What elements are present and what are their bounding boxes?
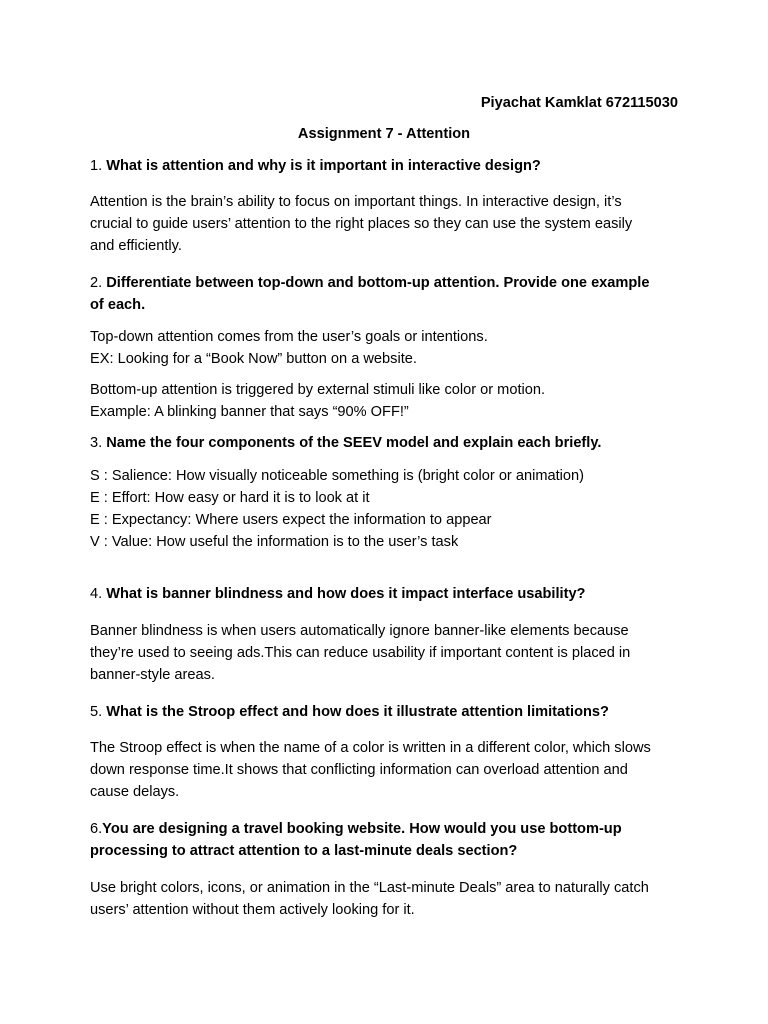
answer-2b	[90, 379, 680, 423]
question-6	[90, 818, 680, 862]
answer-3-line: E : Effort: How easy or hard it is to look at it	[90, 490, 370, 506]
answer-5	[90, 737, 680, 803]
answer-2b-line: Example: A blinking banner that says “90% OFF!”	[90, 404, 409, 420]
answer-2a-line: Top-down attention comes from the user’s goals or intentions.	[90, 329, 488, 345]
answer-4-line: Banner blindness is when users automatically ignore banner-like elements because	[90, 623, 629, 639]
page-title: Assignment 7 - Attention	[297, 126, 471, 142]
question-5-number: 5.	[90, 704, 103, 720]
answer-3-line: V : Value: How useful the information is to the user’s task	[90, 534, 459, 550]
answer-4	[90, 620, 680, 686]
question-6-text-cont: processing to attract attention to a last-minute deals section?	[90, 843, 518, 859]
answer-3-line: E : Expectancy: Where users expect the information to appear	[90, 512, 492, 528]
author-name: Piyachat Kamklat 672115030	[480, 95, 678, 111]
answer-5-line: cause delays.	[90, 784, 180, 800]
answer-2a-line: EX: Looking for a “Book Now” button on a website.	[90, 351, 417, 367]
question-2	[90, 272, 680, 316]
answer-4-line: banner-style areas.	[90, 667, 215, 683]
answer-2a	[90, 326, 680, 370]
question-3-text: Name the four components of the SEEV model and explain each briefly.	[106, 435, 602, 451]
question-3	[90, 432, 680, 454]
question-4-number: 4.	[90, 586, 103, 602]
question-1-text: What is attention and why is it important in interactive design?	[106, 158, 541, 174]
question-5-text: What is the Stroop effect and how does it illustrate attention limitations?	[106, 704, 609, 720]
answer-5-line: down response time.It shows that conflicting information can overload attention and	[90, 762, 628, 778]
answer-5-line: The Stroop effect is when the name of a color is written in a different color, which slows	[90, 740, 651, 756]
answer-6	[90, 877, 680, 921]
answer-3-line: S : Salience: How visually noticeable something is (bright color or animation)	[90, 468, 584, 484]
question-4	[90, 583, 680, 605]
answer-3	[90, 465, 680, 553]
answer-4-line: they’re used to seeing ads.This can reduce usability if important content is placed in	[90, 645, 631, 661]
answer-1-line: and efficiently.	[90, 238, 182, 254]
question-3-number: 3.	[90, 435, 103, 451]
question-2-text-cont: of each.	[90, 297, 146, 313]
question-6-text: You are designing a travel booking website. How would you use bottom-up	[102, 821, 622, 837]
answer-6-line: users’ attention without them actively looking for it.	[90, 902, 415, 918]
question-4-text: What is banner blindness and how does it impact interface usability?	[106, 586, 586, 602]
answer-1	[90, 191, 680, 257]
answer-1-line: crucial to guide users’ attention to the right places so they can use the system easily	[90, 216, 633, 232]
question-2-text: Differentiate between top-down and bottom-up attention. Provide one example	[106, 275, 650, 291]
question-1	[90, 155, 680, 177]
answer-1-line: Attention is the brain’s ability to focus on important things. In interactive design, it’s	[90, 194, 622, 210]
question-5	[90, 701, 680, 723]
question-1-number: 1.	[90, 158, 103, 174]
question-6-number: 6.	[90, 821, 103, 837]
answer-6-line: Use bright colors, icons, or animation in the “Last-minute Deals” area to naturally catch	[90, 880, 649, 896]
answer-2b-line: Bottom-up attention is triggered by external stimuli like color or motion.	[90, 382, 546, 398]
question-2-number: 2.	[90, 275, 103, 291]
